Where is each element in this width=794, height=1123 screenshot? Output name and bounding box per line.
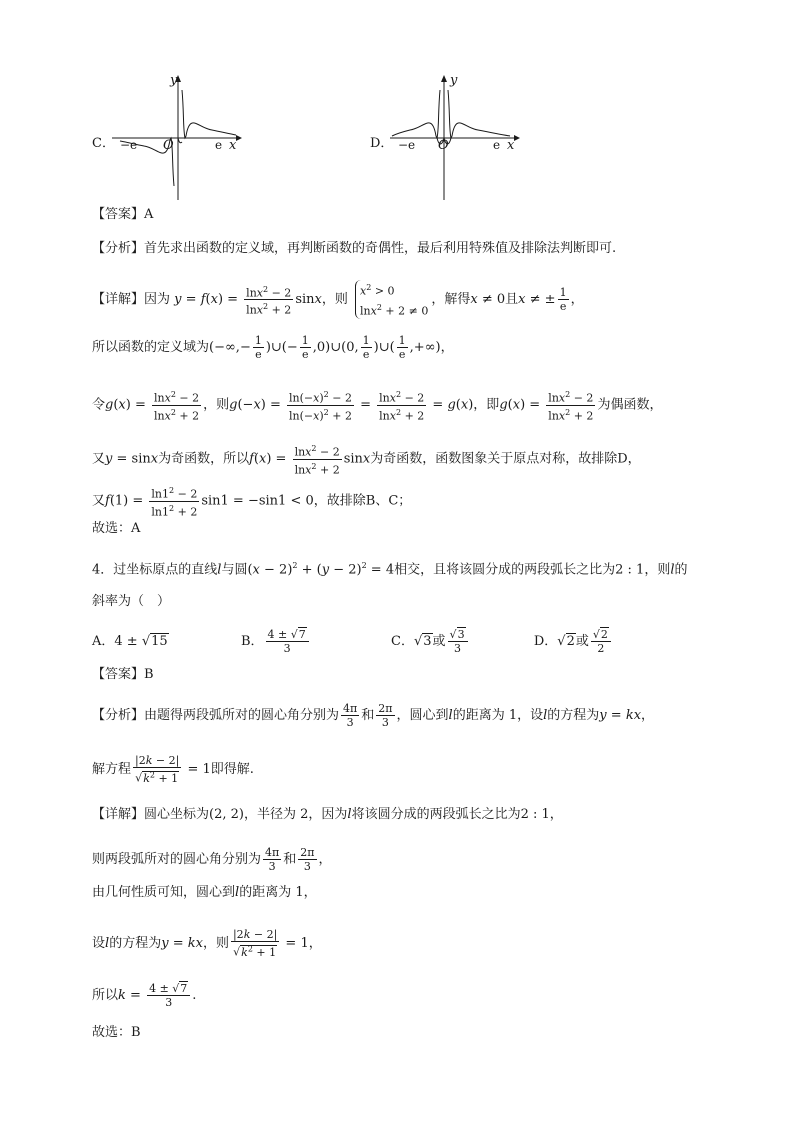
q4-analysis-line1: 【分析】由题得两段弧所对的圆心角分别为 $\frac{4\pi}{3}$ 和 $\frac{2\pi}{3}$ ，圆心到l的距离为 1，设l的方程为y = kx， [92, 702, 655, 729]
c-e: e [215, 138, 223, 152]
c-origin: O [163, 138, 174, 153]
q4-detail-line3: 由几何性质可知，圆心到l的距离为 1， [92, 885, 317, 900]
d-y: y [450, 73, 458, 88]
graph-d [390, 72, 525, 202]
q3-detail-line5: 又f(1) = $\frac{\ln 1^2 - 2}{\ln 1^2 + 2}$ sin1 = −sin1 < 0，故排除B、C； [92, 486, 412, 519]
d-e: e [493, 138, 501, 152]
c-x: x [229, 138, 237, 153]
q3-detail-line2: 所以函数的定义域为(−∞,− $\frac{1}{e}$ )∪(− $\frac{1}{e}$ ,0)∪(0, $\frac{1}{e}$ )∪( $\frac{1}{e}$ ,+∞)， [92, 334, 454, 361]
c-neg-e: −e [120, 138, 138, 152]
q3-answer: 【答案】A [92, 207, 154, 222]
q4-options [92, 628, 613, 655]
option-d-label: D． [370, 136, 394, 151]
q4-option-b: B． $\frac{4 \pm √7}{3}$ [241, 634, 311, 649]
q4-detail-line4: 设l的方程为y = kx，则 $\frac{|2k - 2|}{√k^2 + 1}$ = 1， [92, 928, 322, 959]
q3-choose: 故选：A [92, 521, 141, 536]
q4-option-c: C．√3或 $\frac{√3}{3}$ [391, 634, 470, 649]
option-c-label: C． [92, 136, 115, 151]
graph-c [112, 72, 247, 202]
q4-detail-line1: 【详解】圆心坐标为(2, 2)，半径为 2，因为l将该圆分成的两段弧长之比为2 : 1， [92, 807, 563, 822]
q4-option-d: D．√2或 $\frac{√2}{2}$ [534, 634, 613, 649]
q4-option-a: A．4 ± √15 [92, 634, 168, 649]
d-x: x [507, 138, 515, 153]
q4-stem-line1: 4．过坐标原点的直线l与圆$(x - 2)^2 + (y - 2)^2 = 4$相交，且将该圆分成的两段弧长之比为2 : 1，则l的 [92, 561, 688, 578]
q3-detail-line3: 令g(x) = $\frac{\ln x^2 - 2}{\ln x^2 + 2}$ ，则g(−x) = $\frac{\ln(-x)^2 - 2}{\ln(-x)^2 + 2}$ = $\frac{\ln x^2 - 2}{\ln x^2 + 2}$ = g(x)，即g(x) = $\frac{\ln x^2 - 2}{\ln x^2 + 2}$ 为偶函数， [92, 390, 663, 423]
q4-detail-line5: 所以k = $\frac{4 \pm √7}{3}$ . [92, 982, 197, 1009]
q4-stem-line2: 斜率为（ ） [92, 594, 171, 609]
d-neg-e: −e [398, 138, 416, 152]
c-y: y [170, 73, 178, 88]
q4-analysis-line2: 解方程 $\frac{|2k - 2|}{√k^2 + 1}$ = 1即得解. [92, 754, 254, 785]
d-origin: O [438, 138, 449, 153]
q4-detail-line2: 则两段弧所对的圆心角分别为 $\frac{4\pi}{3}$ 和 $\frac{2\pi}{3}$ ， [92, 846, 332, 873]
q4-answer: 【答案】B [92, 667, 154, 682]
q3-detail-line4: 又y = sinx为奇函数，所以f(x) = $\frac{\ln x^2 - 2}{\ln x^2 + 2}$ sinx为奇函数，函数图象关于原点对称，故排除D， [92, 444, 641, 477]
q3-detail-line1: 【详解】因为 y = f(x) = $\frac{\ln x^2 - 2}{\ln x^2 + 2}$ sinx，则 $x^2 > 0$ lnx$^2$ + 2 ≠ 0 ，解得x ≠ 0且x ≠ ± $\frac{1}{e}$ ， [92, 280, 584, 319]
q3-analysis: 【分析】首先求出函数的定义域，再判断函数的奇偶性，最后利用特殊值及排除法判断即可. [92, 241, 617, 256]
q4-choose: 故选：B [92, 1025, 141, 1040]
